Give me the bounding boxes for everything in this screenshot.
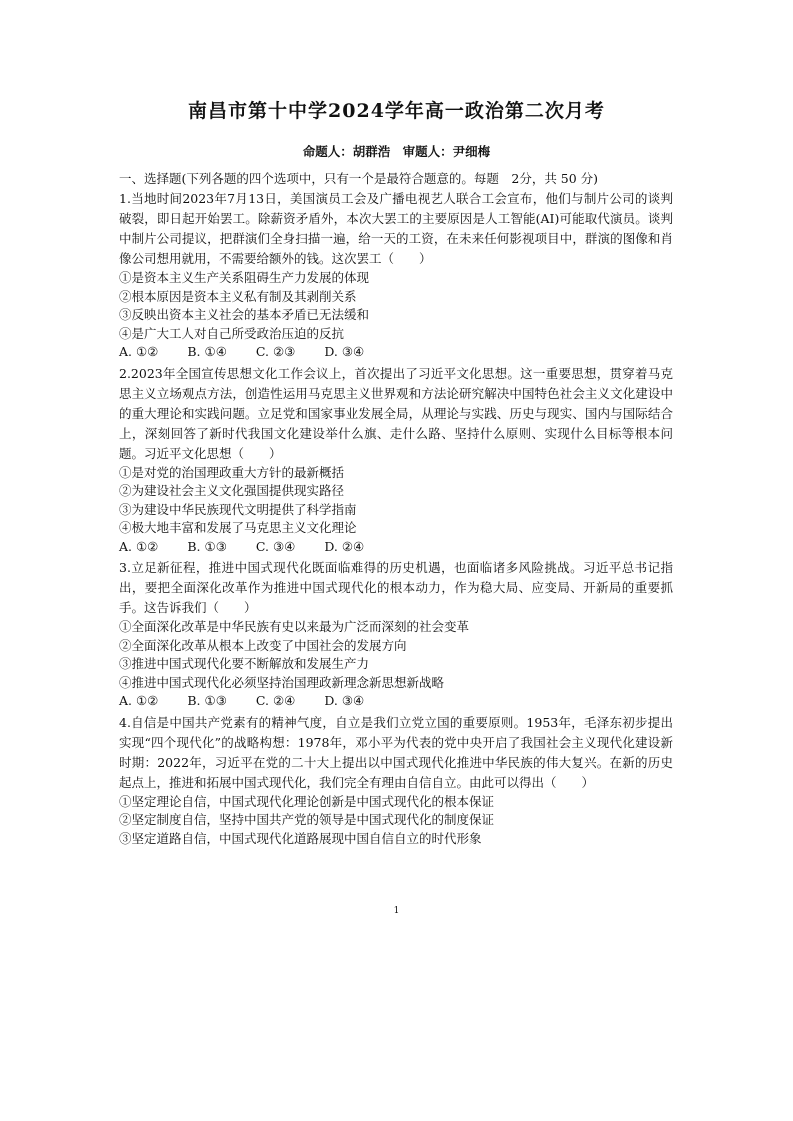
question-4 <box>119 713 673 849</box>
option-3: ③坚定道路自信，中国式现代化道路展现中国自信自立的时代形象 <box>119 830 482 846</box>
option-3: ③推进中国式现代化要不断解放和发展生产力 <box>119 656 370 671</box>
page-number: 1 <box>393 906 400 916</box>
question-stem: 2.2023年全国宣传思想文化工作会议上，首次提出了习近平文化思想。这一重要思想，贯穿着马克思主义立场观点方法，创造性运用马克思主义世界观和方法论研究解决中国特色社会主义文化建设中的重大理论和实践问题。立足党和国家事业发展全局，从理论与实践、历史与现实、国内与国际结合上，深刻回答了新时代我国文化建设举什么旗、走什么路、坚持什么原则、实现什么目标等根本问题。习近平文化思想（ ） <box>119 365 673 461</box>
answer-choices: A. ①② B. ①③ C. ②④ D. ③④ <box>119 693 365 708</box>
option-4: ④是广大工人对自己所受政治压迫的反抗 <box>119 325 345 341</box>
option-4: ④推进中国式现代化必须坚持治国理政新理念新思想新战略 <box>119 674 445 690</box>
page-title: 南昌市第十中学2024学年高一政治第二次月考 <box>188 100 605 122</box>
option-4: ④极大地丰富和发展了马克思主义文化理论 <box>119 520 357 535</box>
question-stem: 1.当地时间2023年7月13日，美国演员工会及广播电视艺人联合工会宣布，他们与制片公司的谈判破裂，即日起开始罢工。除薪资矛盾外，本次大罢工的主要原因是人工智能(AI)可能取代演员。谈判中制片公司提议，把群演们全身扫描一遍，给一天的工资，在未来任何影视项目中，群演的图像和肖像公司想用就用，不需要给额外的钱。这次罢工（ ） <box>119 191 673 266</box>
option-3: ③反映出资本主义社会的基本矛盾已无法缓和 <box>119 307 370 322</box>
question-stem: 4.自信是中国共产党素有的精神气度，自立是我们立党立国的重要原则。1953年，毛泽东初步提出实现“四个现代化”的战略构想：1978年，邓小平为代表的党中央开启了我国社会主义现代化建设新时期：2022年，习近平在党的二十大上提出以中国式现代化推进中华民族的伟大复兴。在新的历史起点上，推进和拓展中国式现代化，我们完全有理由自信自立。由此可以得出（ ） <box>119 714 673 790</box>
section-heading: 一、选择题(下列各题的四个选项中，只有一个是最符合题意的。每题 2分，共 50 分) <box>119 171 599 186</box>
author-line <box>0 142 793 160</box>
option-2: ②为建设社会主义文化强国提供现实路径 <box>119 483 345 498</box>
option-1: ①是对党的治国理政重大方针的最新概括 <box>119 464 345 480</box>
question-3 <box>119 558 673 711</box>
question-1 <box>119 189 673 362</box>
question-list <box>119 170 673 850</box>
option-2: ②根本原因是资本主义私有制及其剥削关系 <box>119 288 357 304</box>
option-3: ③为建设中华民族现代文明提供了科学指南 <box>119 501 357 517</box>
question-2 <box>119 364 673 557</box>
option-1: ①全面深化改革是中华民族有史以来最为广泛而深刻的社会变革 <box>119 619 470 634</box>
question-stem: 3.立足新征程，推进中国式现代化既面临难得的历史机遇，也面临诸多风险挑战。习近平总书记指出，要把全面深化改革作为推进中国式现代化的根本动力，作为稳大局、应变局、开新局的重要抓手。这告诉我们（ ） <box>119 560 673 615</box>
reviewer-name: 审题人：尹细梅 <box>402 144 491 159</box>
setter-name: 命题人：胡群浩 <box>302 144 391 159</box>
option-1: ①是资本主义生产关系阻碍生产力发展的体现 <box>119 270 370 285</box>
option-2: ②坚定制度自信，坚持中国共产党的领导是中国式现代化的制度保证 <box>119 812 495 827</box>
option-2: ②全面深化改革从根本上改变了中国社会的发展方向 <box>119 637 407 653</box>
option-1: ①坚定理论自信，中国式现代化理论创新是中国式现代化的根本保证 <box>119 793 495 809</box>
answer-choices: A. ①② B. ①③ C. ③④ D. ②④ <box>119 538 365 554</box>
answer-choices: A. ①② B. ①④ C. ②③ D. ③④ <box>119 344 365 359</box>
